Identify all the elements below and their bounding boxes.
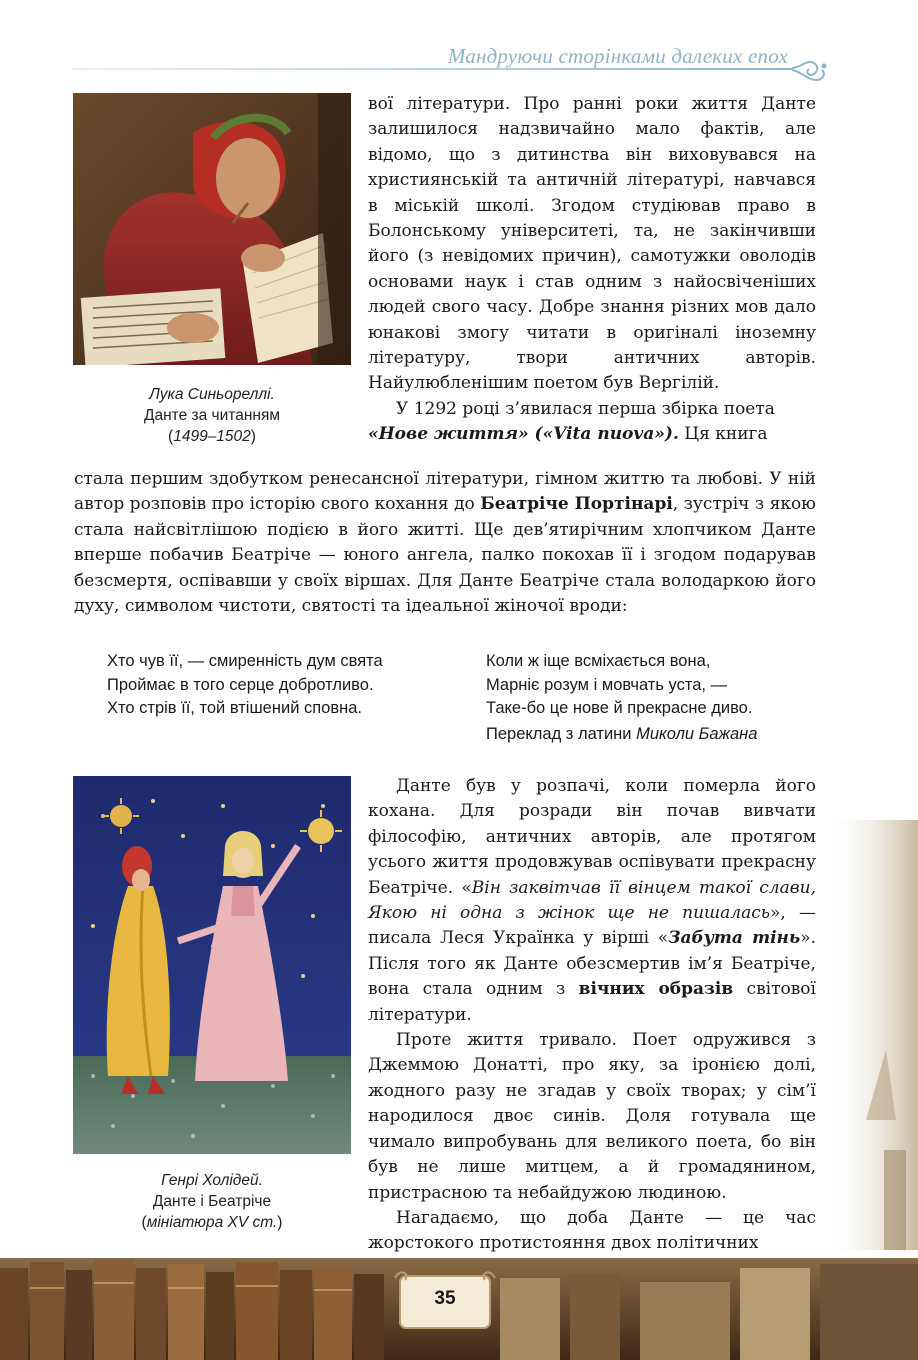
decorative-background-still-life xyxy=(826,820,918,1250)
figure1-title: Данте за читанням xyxy=(143,407,280,424)
paragraph-early-life: вої літератури. Про ранні роки життя Данте залишилося надзвичайно мало фактів, але відомо, що з дитинства він виховувався на християнській та античній літературі, навчався в міській школі. Згодом студіював право в Болонському університеті, та, не закінчивши його (з невідомих причин), самотужки оволодів основами наук і став одним з найосвіченіших людей свого часу. Добре знання різних мов дало юнакові змогу читати в оригіналі іноземну літературу, твори античних авторів. Найулюбленішим поетом був Вергілій. xyxy=(368,94,816,394)
poem-line: Хто чув її, — смиренність дум свята xyxy=(107,652,383,670)
paragraph-vita-nuova-intro: У 1292 році з’явилася перша збірка поета xyxy=(396,398,775,419)
poem-stanza-left xyxy=(107,650,383,721)
figure1-author: Лука Синьореллі. xyxy=(149,386,275,403)
figure1-years: 1499–1502 xyxy=(173,428,251,445)
poem-line: Таке-бо це нове й прекрасне диво. xyxy=(486,699,753,718)
poem-title-forgotten-shadow: Забута тінь xyxy=(668,928,801,949)
paragraph-politics: Нагадаємо, що доба Данте — це час жорстокого протистояння двох політичних xyxy=(368,1207,816,1254)
figure1-caption xyxy=(73,384,351,447)
poem-stanza-right xyxy=(486,650,752,721)
paragraph-marriage: Проте життя тривало. Поет одружився з Джеммою Донатті, про яку, за іронією долі, жодного разу не згадав у своїх творах; у сім’ї народилося двоє синів. Доля готувала ще чимало випробувань для великого поета, бо він був не лише митцем, а й громадянином, пристрасною та небайдужою людиною. xyxy=(368,1030,816,1203)
text-block-3 xyxy=(368,774,816,1257)
lesya-quote: Він заквітчав її вінцем такої слави, Якою ні одна з жінок ще не пишалась xyxy=(368,877,817,924)
paragraph-vita-nuova-title: «Нове життя» («Vita nuova»). Ця книга xyxy=(368,424,768,445)
paragraph-beatrice: стала першим здобутком ренесансної літератури, гімном життю та любові. У ній автор розповів про історію свого кохання до Беатріче Портінарі, зустріч з якою стала найсвітлішою подією в його житті. Ще дев’ятирічним хлопчиком Данте вперше побачив Беатріче — юного ангела, палко покохав її і згодом подарував безсмертя, оспівавши у своїх віршах. Для Данте Беатріче стала володаркою його духу, символом чистоти, святості та ідеальної жіночої вроди: xyxy=(74,469,816,617)
figure2-title: Данте і Беатріче xyxy=(152,1193,272,1210)
translation-credit: Переклад з латини Миколи Бажана xyxy=(486,725,758,743)
page-header xyxy=(0,0,918,90)
flourish-ornament-icon xyxy=(790,52,830,92)
beatrice-name: Беатріче Портінарі xyxy=(480,494,673,515)
poem-line: Марніє розум і мовчать уста, — xyxy=(486,675,728,694)
vita-nuova-title: «Нове життя» («Vita nuova»). xyxy=(368,424,679,445)
figure2-note: мініатюра XV ст. xyxy=(146,1214,278,1231)
painting-dante-and-beatrice xyxy=(73,776,351,1154)
paragraph-mourning: Данте був у розпачі, коли померла його кохана. Для розради він почав вивчати філософію, античних авторів, але протягом усього життя продовжував оспівувати прекрасну Беатріче. «Він заквітчав її вінцем такої слави, Якою ні одна з жінок ще не пишалась», — писала Леся Українка у вірші «Забута тінь». Після того як Данте обезсмертив ім’я Беатріче, вона стала одним з вічних образів світової літератури. xyxy=(368,776,817,1025)
poem-line: Проймає в того серце добротливо. xyxy=(107,675,374,694)
painting-dante-reading xyxy=(73,93,351,365)
poem-line: Хто стрів її, той втішений сповна. xyxy=(107,699,362,718)
text-block-2 xyxy=(74,467,816,619)
text-block-1 xyxy=(368,92,816,448)
figure2-note-line: (мініатюра XV ст.) xyxy=(141,1214,283,1231)
figure2-caption xyxy=(73,1170,351,1233)
header-rule xyxy=(72,68,792,70)
figure1-years-line: (1499–1502) xyxy=(168,428,256,445)
figure2-author: Генрі Холідей. xyxy=(161,1172,263,1189)
eternal-images-term: вічних образів xyxy=(578,979,734,1000)
page-number: 35 xyxy=(434,1288,456,1309)
translator-name: Миколи Бажана xyxy=(636,725,758,743)
poem-line: Коли ж іще всміхається вона, xyxy=(486,652,711,670)
running-title: Мандруючи сторінками далеких епох xyxy=(447,44,788,68)
